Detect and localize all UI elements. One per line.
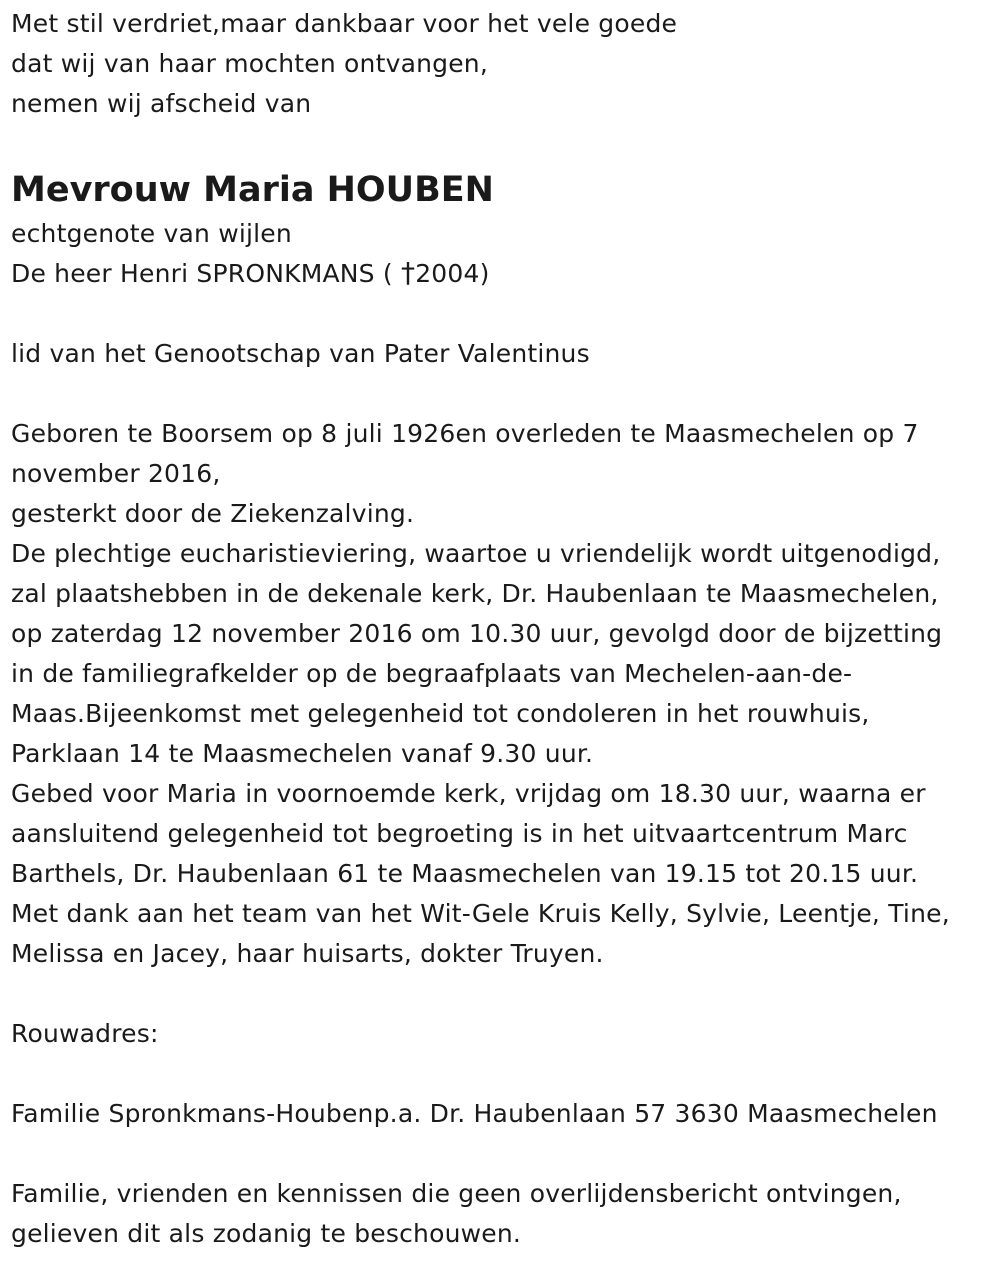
obituary-notice — [11, 4, 996, 1254]
body-line: aansluitend gelegenheid tot begroeting is in het uitvaartcentrum Marc — [11, 819, 908, 848]
body-line: in de familiegrafkelder op de begraafplaats van Mechelen-aan-de- — [11, 659, 853, 688]
body-line: Gebed voor Maria in voornoemde kerk, vrijdag om 18.30 uur, waarna er — [11, 779, 926, 808]
spacer — [11, 1134, 996, 1174]
intro-line-1: Met stil verdriet,maar dankbaar voor het vele goede — [11, 9, 678, 38]
body-line: Parklaan 14 te Maasmechelen vanaf 9.30 uur. — [11, 739, 594, 768]
closing-line-2: gelieven dit als zodanig te beschouwen. — [11, 1219, 522, 1248]
body-line: Melissa en Jacey, haar huisarts, dokter Truyen. — [11, 939, 604, 968]
spacer — [11, 374, 996, 414]
body-line: Geboren te Boorsem op 8 juli 1926en overleden te Maasmechelen op 7 — [11, 419, 919, 448]
cross-icon: † — [400, 256, 416, 289]
spacer — [11, 974, 996, 1014]
spouse-death-year: 2004) — [415, 259, 490, 288]
intro-line-3: nemen wij afscheid van — [11, 89, 312, 118]
spacer — [11, 1054, 996, 1094]
deceased-name: Mevrouw Maria HOUBEN — [11, 170, 494, 210]
body-line: gesterkt door de Ziekenzalving. — [11, 499, 415, 528]
body-line: Barthels, Dr. Haubenlaan 61 te Maasmechelen van 19.15 tot 20.15 uur. — [11, 859, 919, 888]
body-line: Maas.Bijeenkomst met gelegenheid tot condoleren in het rouwhuis, — [11, 699, 870, 728]
spouse-line-2 — [11, 254, 996, 294]
closing-line-1: Familie, vrienden en kennissen die geen overlijdensbericht ontvingen, — [11, 1179, 902, 1208]
intro-line-2: dat wij van haar mochten ontvangen, — [11, 49, 488, 78]
spouse-name: De heer Henri SPRONKMANS ( — [11, 259, 401, 288]
mourning-address: Familie Spronkmans-Houbenp.a. Dr. Haubenlaan 57 3630 Maasmechelen — [11, 1099, 938, 1128]
body-line: november 2016, — [11, 459, 221, 488]
body-line: Met dank aan het team van het Wit-Gele Kruis Kelly, Sylvie, Leentje, Tine, — [11, 899, 950, 928]
body-line: op zaterdag 12 november 2016 om 10.30 uur, gevolgd door de bijzetting — [11, 619, 943, 648]
spacer — [11, 294, 996, 334]
spouse-line-1: echtgenote van wijlen — [11, 219, 292, 248]
body-line: zal plaatshebben in de dekenale kerk, Dr. Haubenlaan te Maasmechelen, — [11, 579, 939, 608]
membership-line: lid van het Genootschap van Pater Valentinus — [11, 339, 590, 368]
address-label: Rouwadres: — [11, 1019, 159, 1048]
body-line: De plechtige eucharistieviering, waartoe u vriendelijk wordt uitgenodigd, — [11, 539, 941, 568]
